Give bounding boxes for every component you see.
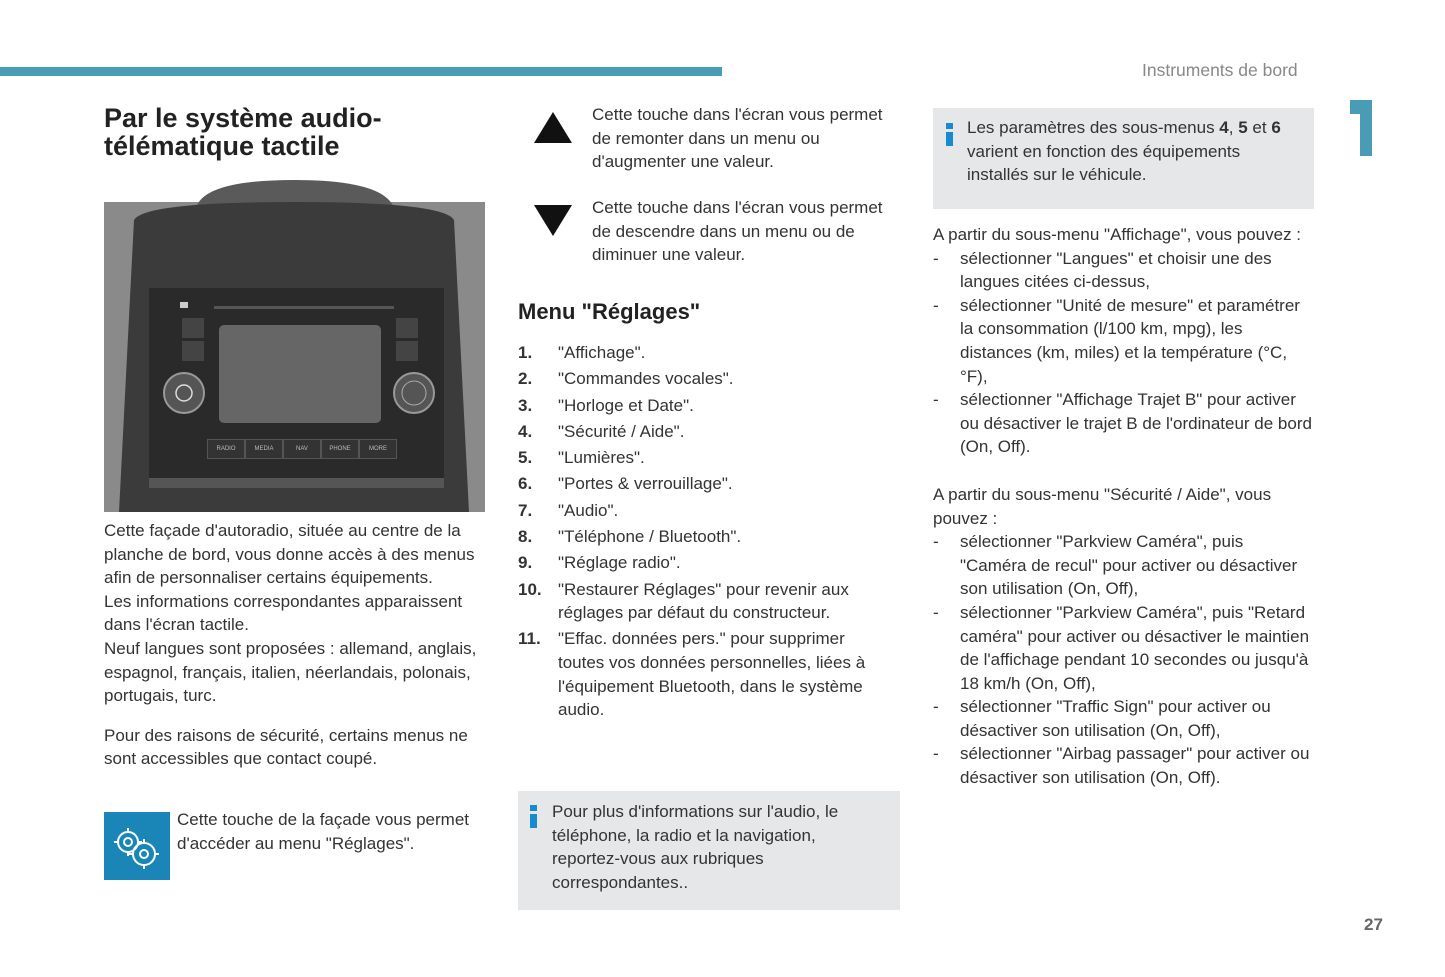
info-text: Les paramètres des sous-menus 4, 5 et 6 varient en fonction des équipements installés sur le véhicule.	[967, 118, 1281, 185]
list-item: - sélectionner "Langues" et choisir une des langues citées ci-dessus,	[933, 247, 1313, 294]
paragraph: Pour des raisons de sécurité, certains menus ne sont accessibles que contact coupé.	[104, 725, 468, 769]
list-item: 2. "Commandes vocales".	[518, 369, 734, 389]
radio-buttons	[207, 439, 397, 459]
page-title: Par le système audio-télématique tactile	[104, 103, 382, 161]
down-key-text: Cette touche dans l'écran vous permet de descendre dans un menu ou de diminuer une valeur.	[592, 198, 883, 265]
menu-list	[518, 341, 890, 722]
paragraph: A partir du sous-menu "Affichage", vous pouvez :	[933, 225, 1302, 244]
paragraph: Cette façade d'autoradio, située au centre de la planche de bord, vous donne accès à des menus afin de personnaliser certains équipements.	[104, 521, 475, 588]
radio-button-label: NAV	[283, 439, 321, 459]
radio-button-label: MEDIA	[245, 439, 283, 459]
list-item: 9. "Réglage radio".	[518, 553, 681, 573]
list-item: - sélectionner "Airbag passager" pour activer ou désactiver son utilisation (On, Off).	[933, 742, 1313, 789]
radio-button-label: PHONE	[321, 439, 359, 459]
list-item: 5. "Lumières".	[518, 448, 645, 468]
section-title: Instruments de bord	[1142, 60, 1298, 80]
list-item: - sélectionner "Affichage Trajet B" pour activer ou désactiver le trajet B de l'ordinateur de bord (On, Off).	[933, 388, 1313, 459]
list-item: - sélectionner "Parkview Caméra", puis "Caméra de recul" pour activer ou désactiver son utilisation (On, Off),	[933, 530, 1313, 601]
paragraph: Les informations correspondantes apparaissent dans l'écran tactile.	[104, 591, 463, 635]
chapter-number	[1350, 100, 1374, 156]
radio-button-label: RADIO	[207, 439, 245, 459]
list-item: 7. "Audio".	[518, 500, 619, 520]
info-box-audio	[518, 791, 900, 910]
affichage-list	[933, 247, 1313, 459]
list-item: 11. "Effac. données pers." pour supprimer toutes vos données personnelles, liées à l'équipement Bluetooth, dans le système audio.	[518, 629, 866, 720]
menu-heading: Menu "Réglages"	[518, 299, 701, 324]
page-number: 27	[1364, 915, 1383, 934]
arrow-down-icon	[534, 205, 572, 244]
list-item: 10. "Restaurer Réglages" pour revenir aux réglages par défaut du constructeur.	[518, 579, 849, 623]
settings-gear-icon	[104, 812, 170, 880]
list-item: - sélectionner "Traffic Sign" pour activer ou désactiver son utilisation (On, Off),	[933, 695, 1313, 742]
list-item: - sélectionner "Unité de mesure" et paramétrer la consommation (l/100 km, mpg), les distances (km, miles) et la température (°C, °F),	[933, 294, 1313, 388]
up-key-text: Cette touche dans l'écran vous permet de remonter dans un menu ou d'augmenter une valeur.	[592, 105, 883, 172]
list-item: 3. "Horloge et Date".	[518, 395, 694, 415]
arrow-up-icon	[534, 112, 572, 151]
radio-facade-image	[104, 180, 485, 512]
paragraph: Neuf langues sont proposées : allemand, anglais, espagnol, français, italien, néerlandais, polonais, portugais, turc.	[104, 638, 477, 706]
securite-list	[933, 530, 1313, 790]
list-item: 8. "Téléphone / Bluetooth".	[518, 526, 742, 546]
list-item: 6. "Portes & verrouillage".	[518, 474, 733, 494]
header-bar	[0, 67, 722, 76]
list-item: - sélectionner "Parkview Caméra", puis "Retard caméra" pour activer ou désactiver le maintien de l'affichage pendant 10 secondes ou jusqu'à 18 km/h (On, Off),	[933, 601, 1313, 695]
radio-button-label: MORE	[359, 439, 397, 459]
settings-key-text: Cette touche de la façade vous permet d'accéder au menu "Réglages".	[177, 810, 470, 853]
info-box-submenus	[933, 108, 1314, 209]
paragraph: A partir du sous-menu "Sécurité / Aide", vous pouvez :	[933, 484, 1272, 528]
list-item: 4. "Sécurité / Aide".	[518, 421, 685, 441]
list-item: 1. "Affichage".	[518, 343, 646, 362]
info-text: Pour plus d'informations sur l'audio, le téléphone, la radio et la navigation, reportez-vous aux rubriques correspondantes..	[552, 802, 839, 892]
